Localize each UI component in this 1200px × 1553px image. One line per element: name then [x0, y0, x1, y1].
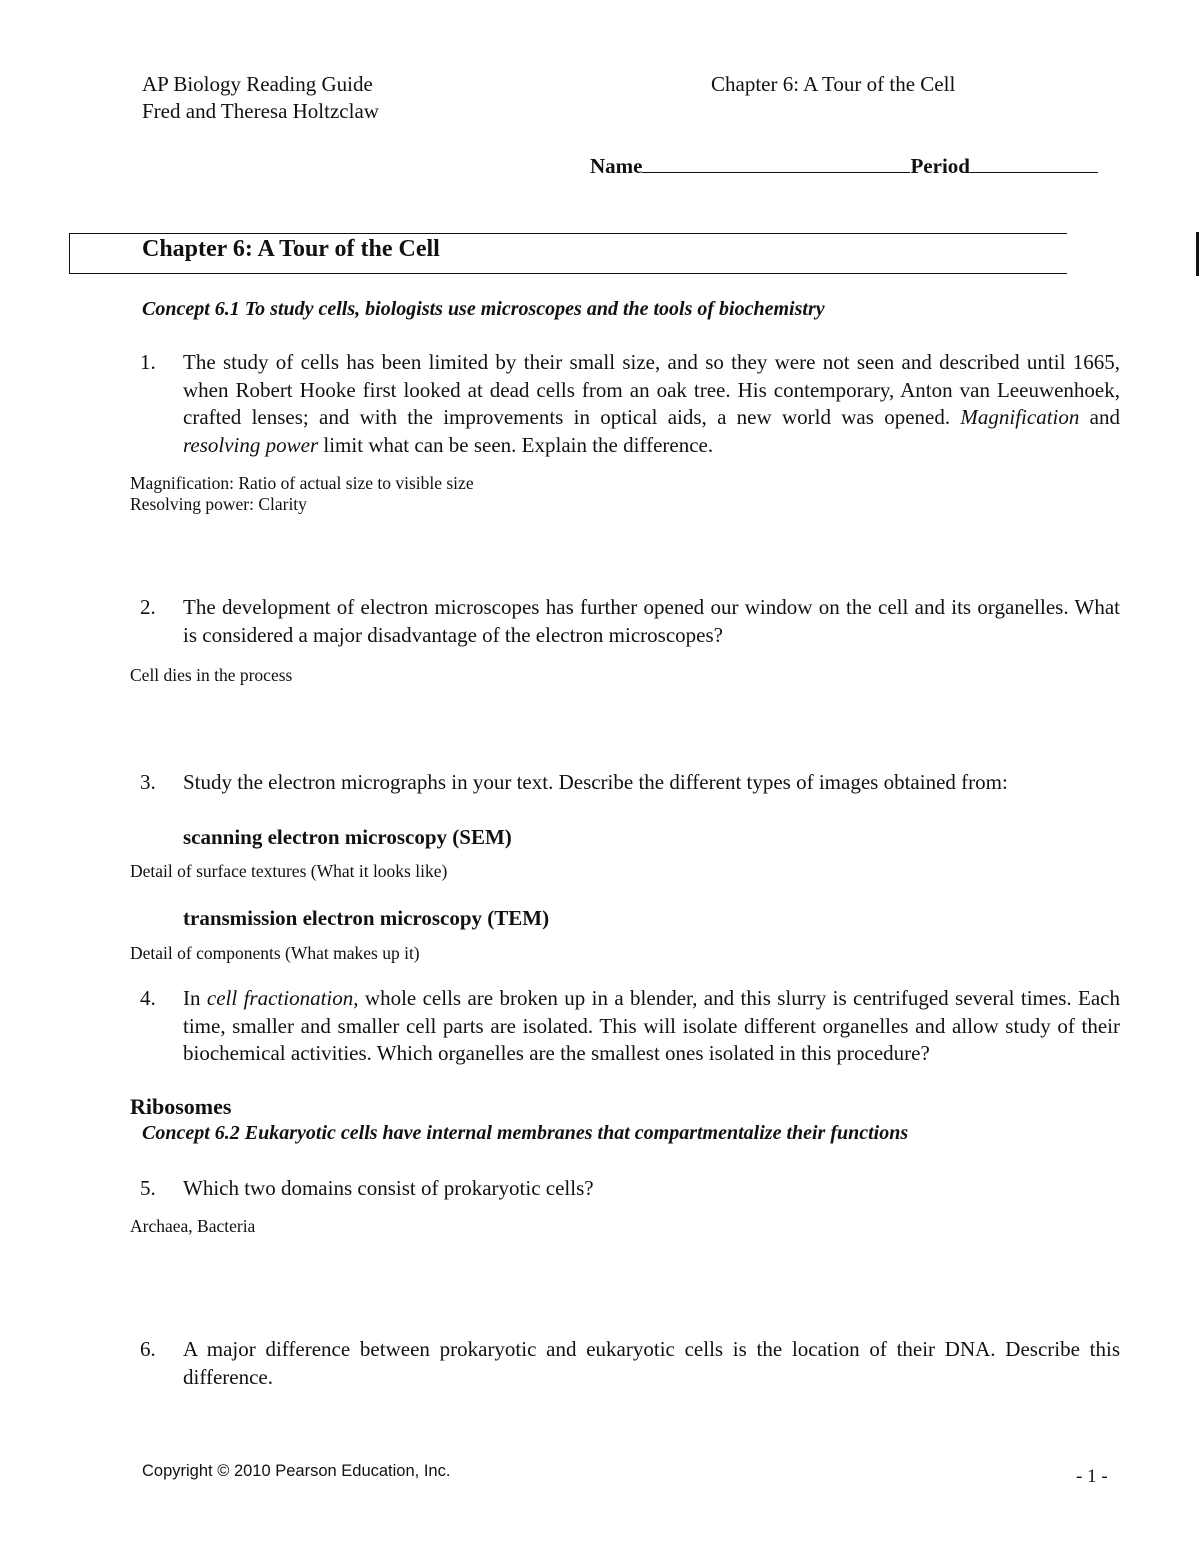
- page-number: - 1 -: [1076, 1466, 1108, 1487]
- question-text: Which two domains consist of prokaryotic cells?: [183, 1176, 594, 1200]
- concept-6-2: Concept 6.2 Eukaryotic cells have internal membranes that compartmentalize their functions: [142, 1122, 909, 1144]
- answer-tem: Detail of components (What makes up it): [130, 943, 420, 963]
- question-2: [140, 594, 1120, 649]
- question-number: 2.: [140, 595, 156, 619]
- title-rule-top: [69, 233, 1067, 234]
- answer-4: Ribosomes: [130, 1094, 232, 1119]
- answer-1-magnification: Magnification: Ratio of actual size to visible size: [130, 473, 474, 493]
- question-number: 3.: [140, 770, 156, 794]
- tem-label: transmission electron microscopy (TEM): [183, 906, 550, 930]
- edge-mark: [1196, 232, 1199, 276]
- guide-title: AP Biology Reading Guide: [142, 72, 373, 96]
- question-text: In cell fractionation, whole cells are broken up in a blender, and this slurry is centrifuged several times. Each time, smaller and smaller cell parts are isolated. This will isolate different organelles and allow study of their biochemical activities. Which organelles are the smallest ones isolated in this procedure?: [183, 986, 1120, 1065]
- question-text: The study of cells has been limited by their small size, and so they were not seen and described until 1665, when Robert Hooke first looked at dead cells from an oak tree. His contemporary, Anton van Leeuwenhoek, crafted lenses; and with the improvements in optical aids, a new world was opened. Magnification and resolving power limit what can be seen. Explain the difference.: [183, 350, 1120, 457]
- header-chapter: Chapter 6: A Tour of the Cell: [711, 72, 956, 96]
- question-number: 5.: [140, 1176, 156, 1200]
- answer-5: Archaea, Bacteria: [130, 1216, 256, 1236]
- title-rule-bottom: [69, 273, 1067, 274]
- name-label: Name: [590, 154, 643, 178]
- question-number: 6.: [140, 1337, 156, 1361]
- name-blank[interactable]: [642, 154, 910, 173]
- question-1: [140, 349, 1120, 459]
- copyright: Copyright © 2010 Pearson Education, Inc.: [142, 1462, 451, 1480]
- concept-6-1: Concept 6.1 To study cells, biologists use microscopes and the tools of biochemistry: [142, 298, 825, 320]
- question-text: A major difference between prokaryotic and eukaryotic cells is the location of their DNA. Describe this difference.: [183, 1337, 1120, 1389]
- question-4: [140, 985, 1120, 1068]
- chapter-title: Chapter 6: A Tour of the Cell: [142, 236, 440, 262]
- question-text: Study the electron micrographs in your text. Describe the different types of images obtained from:: [183, 770, 1008, 794]
- question-number: 1.: [140, 350, 156, 374]
- question-6: [140, 1336, 1120, 1391]
- guide-authors: Fred and Theresa Holtzclaw: [142, 99, 379, 123]
- period-blank[interactable]: [970, 154, 1098, 173]
- question-3: [140, 769, 1120, 797]
- question-text: The development of electron microscopes has further opened our window on the cell and its organelles. What is considered a major disadvantage of the electron microscopes?: [183, 595, 1120, 647]
- name-period-line: [590, 154, 1098, 179]
- answer-1-resolving: Resolving power: Clarity: [130, 494, 307, 514]
- title-rule-left: [69, 233, 70, 273]
- question-number: 4.: [140, 986, 156, 1010]
- period-label: Period: [910, 154, 970, 178]
- question-5: [140, 1175, 1120, 1203]
- answer-sem: Detail of surface textures (What it looks like): [130, 861, 448, 881]
- sem-label: scanning electron microscopy (SEM): [183, 825, 512, 849]
- answer-2: Cell dies in the process: [130, 665, 293, 685]
